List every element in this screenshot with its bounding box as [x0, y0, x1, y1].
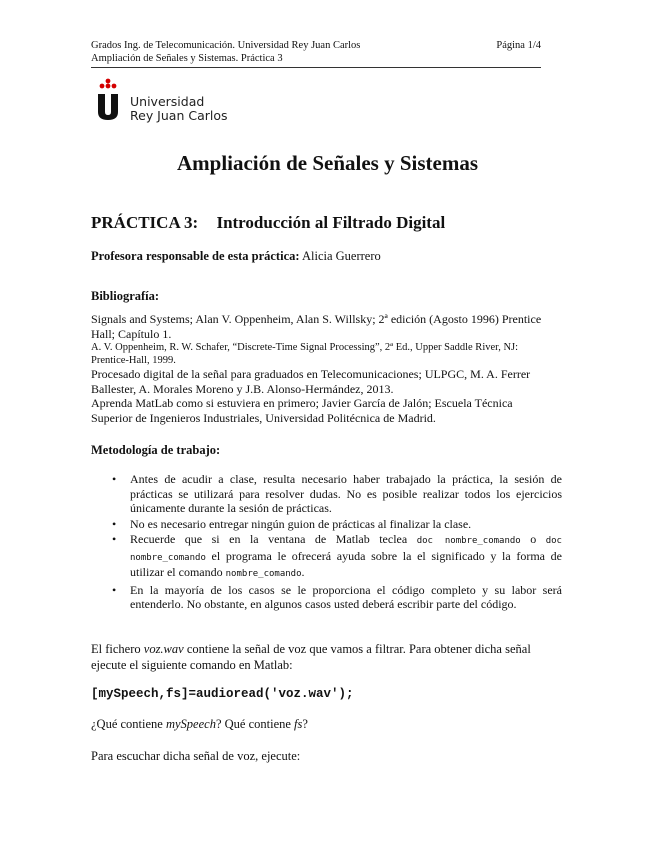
- question-paragraph: ¿Qué contiene mySpeech? Qué contiene fs?: [91, 717, 308, 731]
- code-line: [mySpeech,fs]=audioread('voz.wav');: [91, 687, 354, 701]
- bullet-icon: •: [112, 532, 117, 546]
- file-name: voz.wav: [143, 642, 184, 656]
- practica-name: Introducción al Filtrado Digital: [216, 213, 446, 232]
- logo-line-2: Rey Juan Carlos: [130, 108, 228, 123]
- inline-code: nombre_comando: [225, 569, 302, 579]
- metodologia-list: [112, 472, 562, 613]
- practica-heading: [91, 213, 445, 233]
- header-page-number: Página 1/4: [496, 40, 541, 51]
- document-title: Ampliación de Señales y Sistemas: [176, 151, 478, 175]
- list-item: • En la mayoría de los casos se le proporciona el código completo y su labor será entenderlo. No obstante, en algunos casos usted deberá escribir parte del código.: [112, 582, 562, 611]
- bib-entry: A. V. Oppenheim, R. W. Schafer, “Discrete-Time Signal Processing”, 2ª Ed., Upper Saddle River, NJ: Prentice-Hall, 1999.: [91, 342, 519, 366]
- bullet-icon: •: [112, 516, 117, 531]
- metodologia-heading: Metodología de trabajo:: [91, 443, 221, 457]
- bib-entry: Signals and Systems; Alan V. Oppenheim, Alan S. Willsky; 2ª edición (Agosto 1996) Prentice Hall; Capítulo 1.: [91, 312, 542, 341]
- header-subject: Ampliación de Señales y Sistemas. Práctica 3: [91, 53, 283, 64]
- bibliografia-list: [91, 312, 556, 425]
- list-item: • Recuerde que si en la ventana de Matlab teclea doc nombre_comando o doc nombre_comando el programa le ofrecerá ayuda sobre la el significado y la forma de utilizar el comando nombre_comando.: [112, 532, 562, 579]
- page-header: [91, 39, 541, 65]
- inline-code: doc nombre_comando: [416, 536, 521, 546]
- bib-entry: Procesado digital de la señal para graduados en Telecomunicaciones; ULPGC, M. A. Ferrer Ballester, A. Morales Moreno y J.B. Alonso-Hermández, 2013.: [91, 367, 531, 396]
- practica-number: PRÁCTICA 3:: [91, 213, 199, 232]
- inline-code: doc nombre_comando: [130, 536, 562, 563]
- intro-paragraph: El fichero voz.wav contiene la señal de voz que vamos a filtrar. Para obtener dicha señal ejecute el siguiente comando en Matlab:: [91, 642, 531, 672]
- bullet-icon: •: [112, 472, 117, 486]
- listen-paragraph: Para escuchar dicha señal de voz, ejecute:: [91, 749, 301, 763]
- bib-entry: Aprenda MatLab como si estuviera en primero; Javier García de Jalón; Escuela Técnica Superior de Ingenieros Industriales, Universidad Politécnica de Madrid.: [91, 396, 513, 425]
- header-course: Grados Ing. de Telecomunicación. Universidad Rey Juan Carlos: [91, 40, 361, 51]
- profesora-line: [91, 249, 381, 264]
- bullet-icon: •: [112, 582, 117, 597]
- profesora-label: Profesora responsable de esta práctica:: [91, 249, 300, 263]
- urjc-logo-icon: [96, 78, 120, 120]
- bibliografia-heading: Bibliografía:: [91, 289, 160, 303]
- profesora-name: Alicia Guerrero: [301, 249, 381, 263]
- list-item: • No es necesario entregar ningún guion de prácticas al finalizar la clase.: [112, 516, 472, 531]
- university-logo: [96, 78, 228, 123]
- logo-line-1: Universidad: [130, 94, 205, 109]
- list-item: • Antes de acudir a clase, resulta necesario haber trabajado la práctica, la sesión de prácticas se utilizará para resolver dudas. No es posible realizar todos los ejercicios únicamente durante la sesión de prácticas.: [112, 472, 562, 515]
- header-divider: [91, 67, 541, 68]
